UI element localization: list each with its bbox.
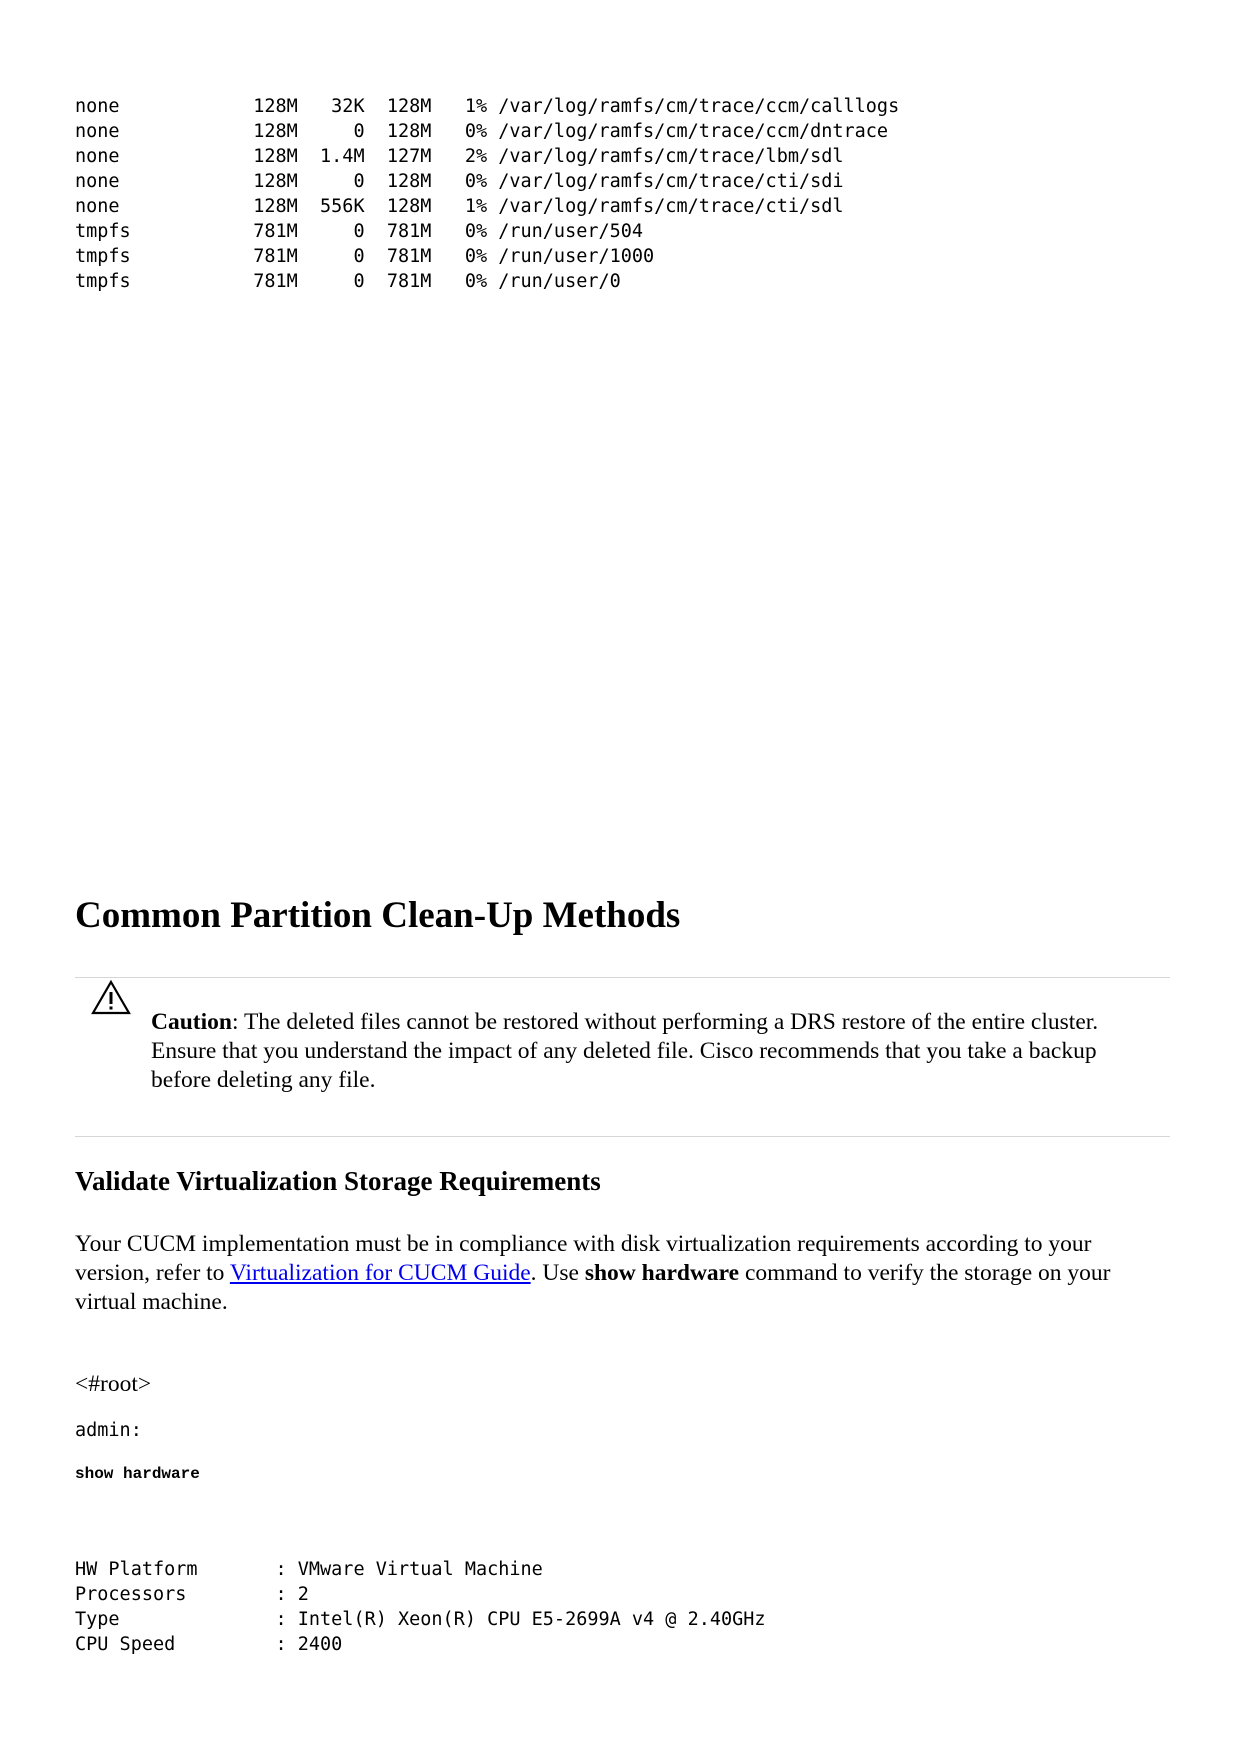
cli-prompt: admin: bbox=[75, 1420, 142, 1441]
cli-command: show hardware bbox=[75, 1465, 200, 1483]
warning-triangle-icon bbox=[90, 979, 132, 1017]
virtualization-guide-link[interactable]: Virtualization for CUCM Guide bbox=[229, 1260, 531, 1286]
caution-body: : The deleted files cannot be restored without performing a DRS restore of the entire cluster. Ensure that you understand the impact of any deleted file. Cisco recommends that you take a backup before deleting any file. bbox=[151, 1009, 1099, 1093]
output-line: CPU Speed : 2400 bbox=[75, 1634, 343, 1655]
intro-text-end: command to verify the storage on your virtual machine. bbox=[75, 1260, 1111, 1315]
disk-usage-output bbox=[75, 94, 899, 294]
output-line: tmpfs 781M 0 781M 0% /run/user/1000 bbox=[75, 246, 655, 267]
caution-bottom-divider bbox=[75, 1136, 1170, 1137]
intro-text-middle: . Use bbox=[530, 1260, 585, 1286]
subsection-heading: Validate Virtualization Storage Requirements bbox=[75, 1166, 601, 1196]
output-line: Type : Intel(R) Xeon(R) CPU E5-2699A v4 @ 2.40GHz bbox=[75, 1609, 766, 1630]
caution-message bbox=[151, 1008, 1151, 1095]
output-line: tmpfs 781M 0 781M 0% /run/user/504 bbox=[75, 221, 644, 242]
output-line: none 128M 0 128M 0% /var/log/ramfs/cm/trace/cti/sdi bbox=[75, 171, 844, 192]
output-line: Processors : 2 bbox=[75, 1584, 309, 1605]
output-line: none 128M 1.4M 127M 2% /var/log/ramfs/cm/trace/lbm/sdl bbox=[75, 146, 844, 167]
hardware-output bbox=[75, 1557, 766, 1657]
caution-label: Caution bbox=[151, 1009, 232, 1035]
caution-top-divider bbox=[75, 977, 1170, 978]
output-line: none 128M 0 128M 0% /var/log/ramfs/cm/trace/ccm/dntrace bbox=[75, 121, 889, 142]
section-heading: Common Partition Clean-Up Methods bbox=[75, 895, 681, 936]
root-tag: <#root> bbox=[75, 1371, 152, 1397]
intro-text-start: Your CUCM implementation must be in compliance with disk virtualization requirements according to your version, refer to bbox=[75, 1231, 1092, 1286]
output-line: none 128M 32K 128M 1% /var/log/ramfs/cm/trace/ccm/calllogs bbox=[75, 96, 900, 117]
intro-paragraph bbox=[75, 1230, 1170, 1317]
output-line: tmpfs 781M 0 781M 0% /run/user/0 bbox=[75, 271, 621, 292]
output-line: none 128M 556K 128M 1% /var/log/ramfs/cm/trace/cti/sdl bbox=[75, 196, 844, 217]
output-line: HW Platform : VMware Virtual Machine bbox=[75, 1559, 543, 1580]
command-name: show hardware bbox=[584, 1260, 740, 1286]
